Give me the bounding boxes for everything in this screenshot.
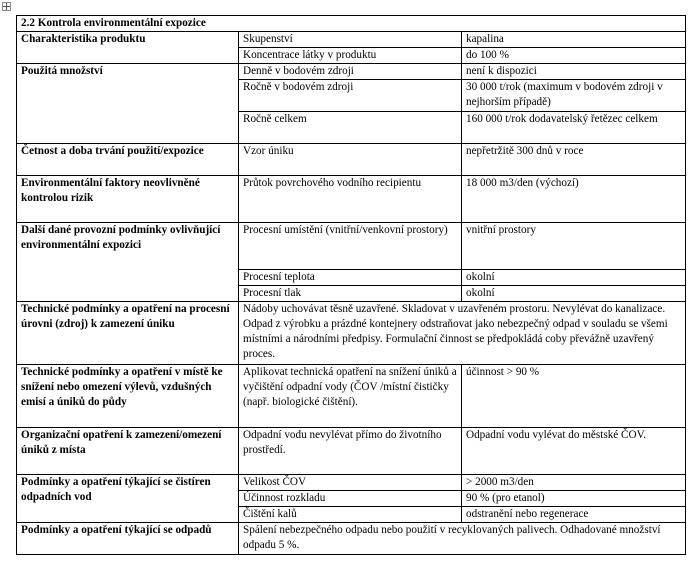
section-title: 2.2 Kontrola environmentální expozice <box>17 16 686 32</box>
param-cell: Denně v bodovém zdroji <box>239 64 462 80</box>
param-cell: Odpadní vodu nevylévat přímo do životního prostředí. <box>239 428 462 475</box>
param-cell: Ročně celkem <box>239 112 462 144</box>
row-label-waste-conditions: Podmínky a opatření týkající se odpadů <box>17 523 239 555</box>
value-cell: není k dispozici <box>462 64 686 80</box>
param-cell: Účinnost rozkladu <box>239 491 462 507</box>
row-label-amounts-used: Použitá množství <box>17 64 239 144</box>
param-cell: Vzor úniku <box>239 144 462 176</box>
param-cell: Ročně v bodovém zdroji <box>239 80 462 112</box>
row-label-operational-conditions: Další dané provozní podmínky ovlivňující environmentální expozici <box>17 223 239 302</box>
value-cell: okolní <box>462 270 686 286</box>
exposure-control-table <box>16 15 686 555</box>
merged-text-cell: Spálení nebezpečného odpadu nebo použití v recyklovaných palivech. Odhadované množství odpadu 5 %. <box>239 523 686 555</box>
value-cell: kapalina <box>462 32 686 48</box>
value-cell: vnitřní prostory <box>462 223 686 270</box>
row-label-wastewater-plant-conditions: Podmínky a opatření týkající se čistíren odpadních vod <box>17 475 239 523</box>
param-cell: Koncentrace látky v produktu <box>239 48 462 64</box>
merged-text-cell: Nádoby uchovávat těsně uzavřené. Skladovat v uzavřeném prostoru. Nevylévat do kanalizace. Odpad z výrobku a prázdné kontejnery odstraňovat jako nebezpečný odpad v souladu se všemi místními a národními předpisy. Formulační činnost se předpokládá coby převážně uzavřený proces. <box>239 302 686 365</box>
value-cell: 160 000 t/rok dodavatelský řetězec celkem <box>462 112 686 144</box>
value-cell: Odpadní vodu vylévat do městské ČOV. <box>462 428 686 475</box>
param-cell: Průtok povrchového vodního recipientu <box>239 176 462 223</box>
row-label-environmental-factors: Environmentální faktory neovlivněné kontrolou rizik <box>17 176 239 223</box>
value-cell: > 2000 m3/den <box>462 475 686 491</box>
table-move-handle-icon[interactable] <box>2 2 11 11</box>
param-cell: Procesní teplota <box>239 270 462 286</box>
value-cell: okolní <box>462 286 686 302</box>
row-label-frequency-duration: Četnost a doba trvání použití/expozice <box>17 144 239 176</box>
param-cell: Aplikovat technická opatření na snížení úniků a vyčištění odpadní vody (ČOV /místní čističky (např. biologické čištění). <box>239 365 462 428</box>
row-label-organizational-measures: Organizační opatření k zamezení/omezení úniků z místa <box>17 428 239 475</box>
param-cell: Čištění kalů <box>239 507 462 523</box>
param-cell: Procesní tlak <box>239 286 462 302</box>
value-cell: nepřetržitě 300 dnů v roce <box>462 144 686 176</box>
param-cell: Procesní umístění (vnitřní/venkovní prostory) <box>239 223 462 270</box>
value-cell: do 100 % <box>462 48 686 64</box>
value-cell: odstranění nebo regenerace <box>462 507 686 523</box>
value-cell: 90 % (pro etanol) <box>462 491 686 507</box>
value-cell: účinnost > 90 % <box>462 365 686 428</box>
row-label-process-level-measures: Technické podmínky a opatření na procesní úrovni (zdroj) k zamezení úniku <box>17 302 239 365</box>
row-label-product-characteristics: Charakteristika produktu <box>17 32 239 64</box>
value-cell: 18 000 m3/den (výchozí) <box>462 176 686 223</box>
value-cell: 30 000 t/rok (maximum v bodovém zdroji v nejhorším případě) <box>462 80 686 112</box>
row-label-onsite-technical-measures: Technické podmínky a opatření v místě ke snížení nebo omezení výlevů, vzdušných emisí a úniků do půdy <box>17 365 239 428</box>
param-cell: Velikost ČOV <box>239 475 462 491</box>
param-cell: Skupenství <box>239 32 462 48</box>
